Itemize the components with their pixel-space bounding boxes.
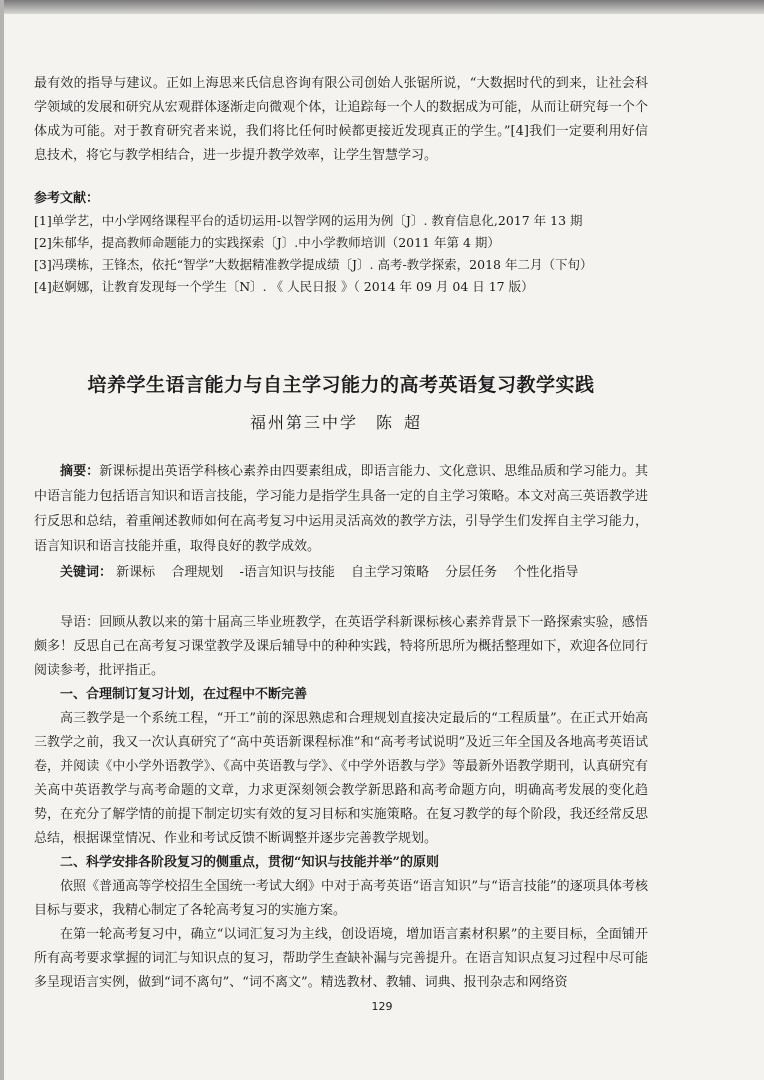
abstract-text: 新课标提出英语学科核心素养由四要素组成，即语言能力、文化意识、思维品质和学习能力。其中语言能力包括语言知识和语言技能，学习能力是指学生具备一定的自主学习策略。本文对高三英语教学进行反思和总结，着重阐述教师如何在高考复习中运用灵活高效的教学方法，引导学生们发挥自主学习能力，语言知识和语言技能并重，取得良好的教学成效。: [34, 463, 648, 554]
section-2-paragraph: 在第一轮高考复习中，确立“以词汇复习为主线，创设语境，增加语言素材积累”的主要目标，全面铺开所有高考要求掌握的词汇与知识点的复习，帮助学生查缺补漏与完善提升。在语言知识点复习过程中尽可能多呈现语言实例，做到“词不离句”、“词不离文”。精选教材、教辅、词典、报刊杂志和网络资: [34, 926, 648, 990]
keyword: -语言知识与技能: [239, 564, 335, 580]
article-title: 培养学生语言能力与自主学习能力的高考英语复习教学实践: [87, 374, 595, 396]
keyword: 自主学习策略: [351, 564, 430, 580]
section-1-body: 高三教学是一个系统工程，“开工”前的深思熟虑和合理规划直接决定最后的“工程质量”。在正式开始高三教学之前，我又一次认真研究了“高中英语新课程标准”和“高考考试说明”及近三年全国及各地高考英语试卷，并阅读《中小学外语教学》、《高中英语教与学》、《中学外语教与学》等最新外语教学期刊，认真研究有关高中英语教学与高考命题的文章，力求更深刻领会教学新思路和高考命题方向，明确高考发展的变化趋势，在充分了解学情的前提下制定切实有效的复习目标和实施策略。在复习教学的每个阶段，我还经常反思总结，根据课堂情况、作业和考试反馈不断调整并逐步完善教学规划。: [34, 710, 648, 846]
page-number: 129: [371, 1000, 393, 1013]
abstract-label: 摘要：: [60, 463, 100, 479]
references-list: [34, 210, 648, 298]
section-heading-1: 一、合理制订复习计划，在过程中不断完善: [60, 686, 308, 702]
keyword: 个性化指导: [513, 564, 579, 580]
school-name: 福州第三中学: [249, 412, 358, 432]
reference-item: [4]赵婀娜，让教育发现每一个学生〔N〕. 《 人民日报 》（ 2014 年 09 月 04 日 17 版）: [34, 279, 534, 294]
intro-paragraph: 导语：回顾从教以来的第十届高三毕业班教学，在英语学科新课标核心素养背景下一路探索实验，感悟颇多！反思自己在高考复习课堂教学及课后辅导中的种种实践，特将所思所为概括整理如下，欢迎各位同行阅读参考，批评指正。: [34, 614, 648, 678]
continuation-paragraph: 最有效的指导与建议。正如上海思来氏信息咨询有限公司创始人张锯所说，“大数据时代的到来，让社会科学领域的发展和研究从宏观群体逐渐走向微观个体，让追踪每一个人的数据成为可能，从而让研究每一个个体成为可能。对于教育研究者来说，我们将比任何时候都更接近发现真正的学生。”[4]我们一定要利用好信息技术，将它与教学相结合，进一步提升教学效率，让学生智慧学习。: [34, 76, 648, 163]
reference-item: [1]单学艺，中小学网络课程平台的适切运用-以智学网的运用为例〔J〕. 教育信息化,2017 年 13 期: [34, 213, 583, 228]
abstract: [34, 459, 648, 559]
reference-item: [3]冯璞栋，王锋杰，依托“智学”大数据精准教学提成绩〔J〕. 高考-教学探索，2018 年二月（下旬）: [34, 257, 593, 272]
keyword: 分层任务: [445, 564, 498, 580]
section-heading-2: 二、科学安排各阶段复习的侧重点，贯彻“知识与技能并举”的原则: [60, 854, 439, 870]
scan-shadow-top: [0, 0, 764, 14]
reference-item: [2]朱郁华，提高教师命题能力的实践探索〔J〕.中小学教师培训（2011 年第 4 期）: [34, 235, 500, 250]
author-name: 陈超: [376, 412, 433, 432]
byline: [34, 410, 648, 433]
keywords: [34, 561, 648, 585]
keyword: 合理规划: [171, 564, 224, 580]
keyword: 新课标: [116, 564, 156, 580]
keywords-label: 关键词：: [60, 564, 113, 580]
section-2-paragraph: 依照《普通高等学校招生全国统一考试大纲》中对于高考英语“语言知识”与“语言技能”的逐项具体考核目标与要求，我精心制定了各轮高考复习的实施方案。: [34, 878, 648, 918]
scan-shadow-left: [0, 0, 4, 1080]
references-title: 参考文献：: [34, 191, 100, 206]
